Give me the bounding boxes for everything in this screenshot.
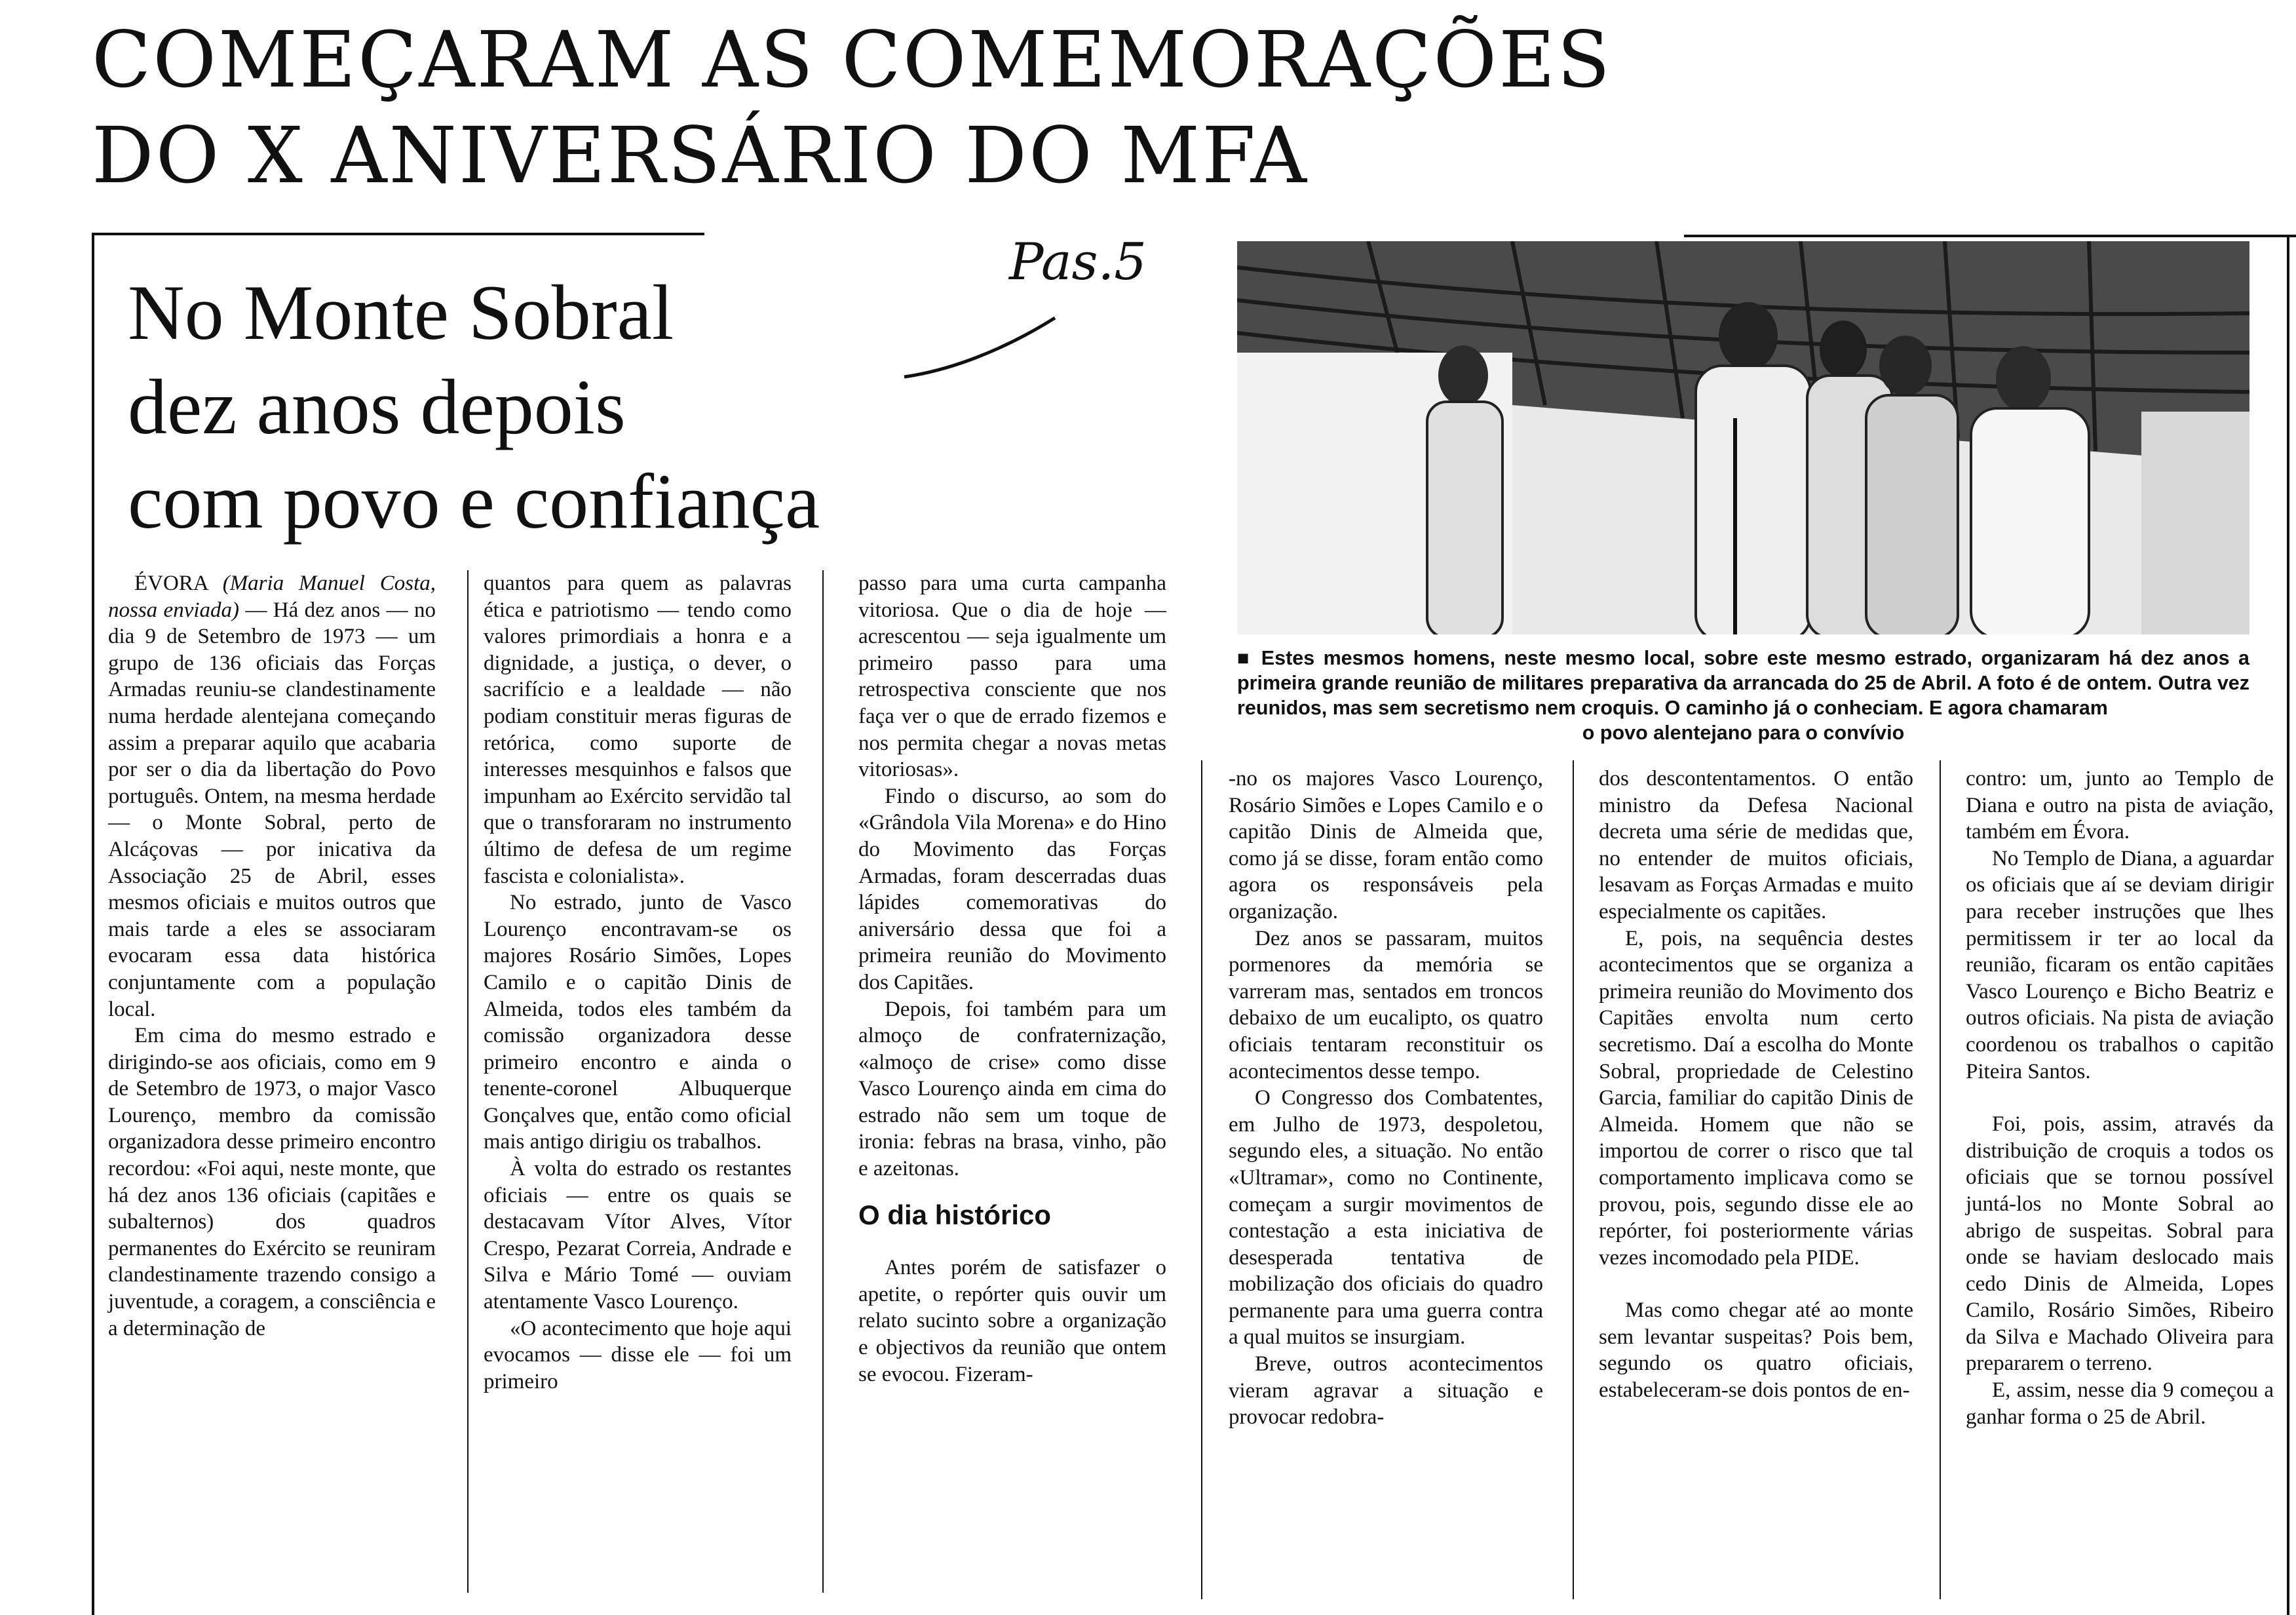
photo-caption-text: ■ Estes mesmos homens, neste mesmo local, sobre este mesmo estrado, organizaram há dez anos a primeira grande reunião de militares preparativa da arrancada do 25 de Abril. A foto é de ontem. Outra vez reunidos, mas sem secretismo nem croquis. O caminho já o conheciam. E agora chamaram: [1237, 647, 2249, 719]
photo-caption-last-line: o povo alentejano para o convívio: [1582, 722, 1905, 744]
paragraph: -no os majores Vasco Lourenço, Rosário Simões e Lopes Camilo e o capitão Dinis de Almeida que, como já se disse, foram então como agora os responsáveis pela organização.: [1229, 767, 1543, 924]
article-photo: [1237, 241, 2249, 634]
byline: (Maria Manuel Costa, nossa enviada): [108, 572, 436, 622]
left-frame-rule: [92, 233, 94, 1615]
right-frame-rule: [2287, 235, 2289, 1615]
subheadline-line-2: dez anos depois: [128, 363, 626, 450]
handwritten-annotation: [898, 233, 1147, 292]
paragraph: Antes porém de satisfazer o apetite, o repórter quis ouvir um relato sucinto sobre a organização e objectivos da reunião que ontem se evocou. Fizeram-: [858, 1256, 1166, 1386]
subheadline: [128, 265, 820, 549]
headline-line-2: DO X ANIVERSÁRIO DO MFA: [92, 110, 1309, 201]
paragraph: À volta do estrado os restantes oficiais — entre os quais se destacavam Vítor Alves, Vítor Crespo, Pezarat Correia, Andrade e Silva e Mário Tomé — ouviam atentamente Vasco Lourenço.: [484, 1157, 792, 1314]
article-column-6: [1966, 766, 2274, 1430]
paragraph: «O acontecimento que hoje aqui evocamos — disse ele — foi um primeiro: [484, 1316, 792, 1393]
paragraph: dos descontentamentos. O então ministro da Defesa Nacional decreta uma série de medidas que, no entender de muitos oficiais, lesavam as Forças Armadas e muito especialmente os capitães.: [1599, 767, 1913, 924]
article-column-1: [108, 570, 436, 1342]
photo-caption: [1237, 646, 2249, 745]
paragraph: Dez anos se passaram, muitos pormenores da memória se varreram mas, sentados em troncos debaixo de um eucalipto, os quatro oficiais tentaram reconstituir os acontecimentos desse tempo.: [1229, 926, 1543, 1083]
column-rule-2: [822, 570, 824, 1593]
dateline: ÉVORA: [134, 572, 208, 595]
paragraph: E, pois, na sequência destes acontecimentos que se organiza a primeira reunião do Movimento dos Capitães envolta num certo secretismo. Daí a escolha do Monte Sobral, propriedade de Celestino Garcia, familiar do capitão Dinis de Almeida. Homem que não se importou de correr o risco que tal comportamento implicava como se provou, pois, segundo disse ele ao repórter, foi posteriormente várias vezes incomodado pela PIDE.: [1599, 926, 1913, 1270]
handwritten-stroke-icon: [898, 259, 1107, 390]
paragraph: quantos para quem as palavras ética e patriotismo — tendo como valores primordiais a honra e a dignidade, a justiça, o dever, o sacrifício e a lealdade — não podiam constituir meras figuras de retórica, como suporte de interesses mesquinhos e falsos que impunham ao Exército servidão tal que o transforaram no instrumento último de defesa de um regime fascista e colonialista».: [484, 572, 792, 888]
column-rule-1: [467, 570, 469, 1593]
top-rule-left: [92, 233, 704, 235]
paragraph: E, assim, nesse dia 9 começou a ganhar forma o 25 de Abril.: [1966, 1378, 2274, 1429]
top-rule-right: [1684, 235, 2296, 237]
paragraph: Em cima do mesmo estrado e dirigindo-se aos oficiais, como em 9 de Setembro de 1973, o major Vasco Lourenço, membro da comissão organizadora desse primeiro encontro recordou: «Foi aqui, neste monte, que há dez anos 136 oficiais (capitães e subalternos) dos quadros permanentes do Exército se reuniram clandestinamente trazendo consigo a juventude, a coragem, a consciência e a determinação de: [108, 1024, 436, 1340]
paragraph: Breve, outros acontecimentos vieram agravar a situação e provocar redobra-: [1229, 1352, 1543, 1430]
paragraph: Mas como chegar até ao monte sem levantar suspeitas? Pois bem, segundo os quatro oficiais, estabeleceram-se dois pontos de en-: [1599, 1298, 1913, 1403]
paragraph-text: — Há dez anos — no dia 9 de Setembro de 1973 — um grupo de 136 oficiais das Forças Armadas reuniu-se clandestinamente numa herdade alentejana começando assim a preparar aquilo que acabaria por ser o dia da libertação do Povo português. Ontem, na mesma herdade — o Monte Sobral, perto de Alcáçovas — por inicativa da Associação 25 de Abril, esses mesmos oficiais e muitos outros que mais tarde a eles se associaram evocaram essa data histórica conjuntamente com a população local.: [108, 598, 436, 1021]
paragraph: contro: um, junto ao Templo de Diana e outro na pista de aviação, também em Évora.: [1966, 767, 2274, 844]
subheadline-line-3: com povo e confiança: [128, 457, 820, 545]
article-column-4: [1229, 766, 1543, 1431]
paragraph: O Congresso dos Combatentes, em Julho de 1973, despoletou, segundo eles, a situação. No então «Ultramar», como no Continente, começam a surgir movimentos de contestação a esta iniciativa de desesperada tentativa de mobilização dos oficiais do quadro permanente para uma guerra contra a qual muitos se insurgiam.: [1229, 1086, 1543, 1350]
paragraph: [108, 570, 436, 1022]
article-column-5: [1599, 766, 1913, 1404]
article-column-3: [858, 570, 1166, 1388]
paragraph: passo para uma curta campanha vitoriosa. Que o dia de hoje — acrescentou — seja igualmente um primeiro passo para uma retrospectiva consciente que nos faça ver o que de errado fizemos e nos permita chegar a novas metas vitoriosas».: [858, 572, 1166, 782]
paragraph: No estrado, junto de Vasco Lourenço encontravam-se os majores Rosário Simões, Lopes Camilo e o capitão Dinis de Almeida, todos eles também da comissão organizadora desse primeiro encontro e ainda o tenente-coronel Albuquerque Gonçalves que, então como oficial mais antigo dirigiu os trabalhos.: [484, 891, 792, 1154]
paragraph: Findo o discurso, ao som do «Grândola Vila Morena» e do Hino do Movimento das Forças Armadas, foram descerradas duas lápides comemorativas do aniversário dessa que foi a primeira reunião do Movimento dos Capitães.: [858, 784, 1166, 994]
headline-line-1: COMEÇARAM AS COMEMORAÇÕES: [92, 14, 1613, 105]
handwritten-text: Pas.5: [1009, 233, 1147, 292]
paragraph: Depois, foi também para um almoço de confraternização, «almoço de crise» como disse Vasco Lourenço ainda em cima do estrado não sem um toque de ironia: febras na brasa, vinho, pão e azeitonas.: [858, 997, 1166, 1181]
section-heading: O dia histórico: [858, 1199, 1052, 1230]
subheadline-line-1: No Monte Sobral: [128, 269, 674, 356]
photo-illustration: [1237, 241, 2249, 634]
headline: [92, 12, 1612, 203]
column-rule-3: [1201, 760, 1202, 1599]
paragraph: No Templo de Diana, a aguardar os oficiais que aí se deviam dirigir para receber instruções que lhes permitissem ir ter ao local da reunião, ficaram os então capitães Vasco Lourenço e Bicho Beatriz e outros oficiais. Na pista de aviação coordenou os trabalhos o capitão Piteira Santos.: [1966, 846, 2274, 1083]
article-column-2: [484, 570, 792, 1395]
paragraph: Foi, pois, assim, através da distribuição de croquis a todos os oficiais que se tornou possível juntá-los no Monte Sobral ao abrigo de suspeitas. Sobral para onde se haviam deslocado mais cedo Dinis de Almeida, Lopes Camilo, Rosário Simões, Ribeiro da Silva e Machado Oliveira para prepararem o terreno.: [1966, 1112, 2274, 1376]
column-rule-5: [1940, 760, 1941, 1599]
column-rule-4: [1573, 760, 1574, 1599]
